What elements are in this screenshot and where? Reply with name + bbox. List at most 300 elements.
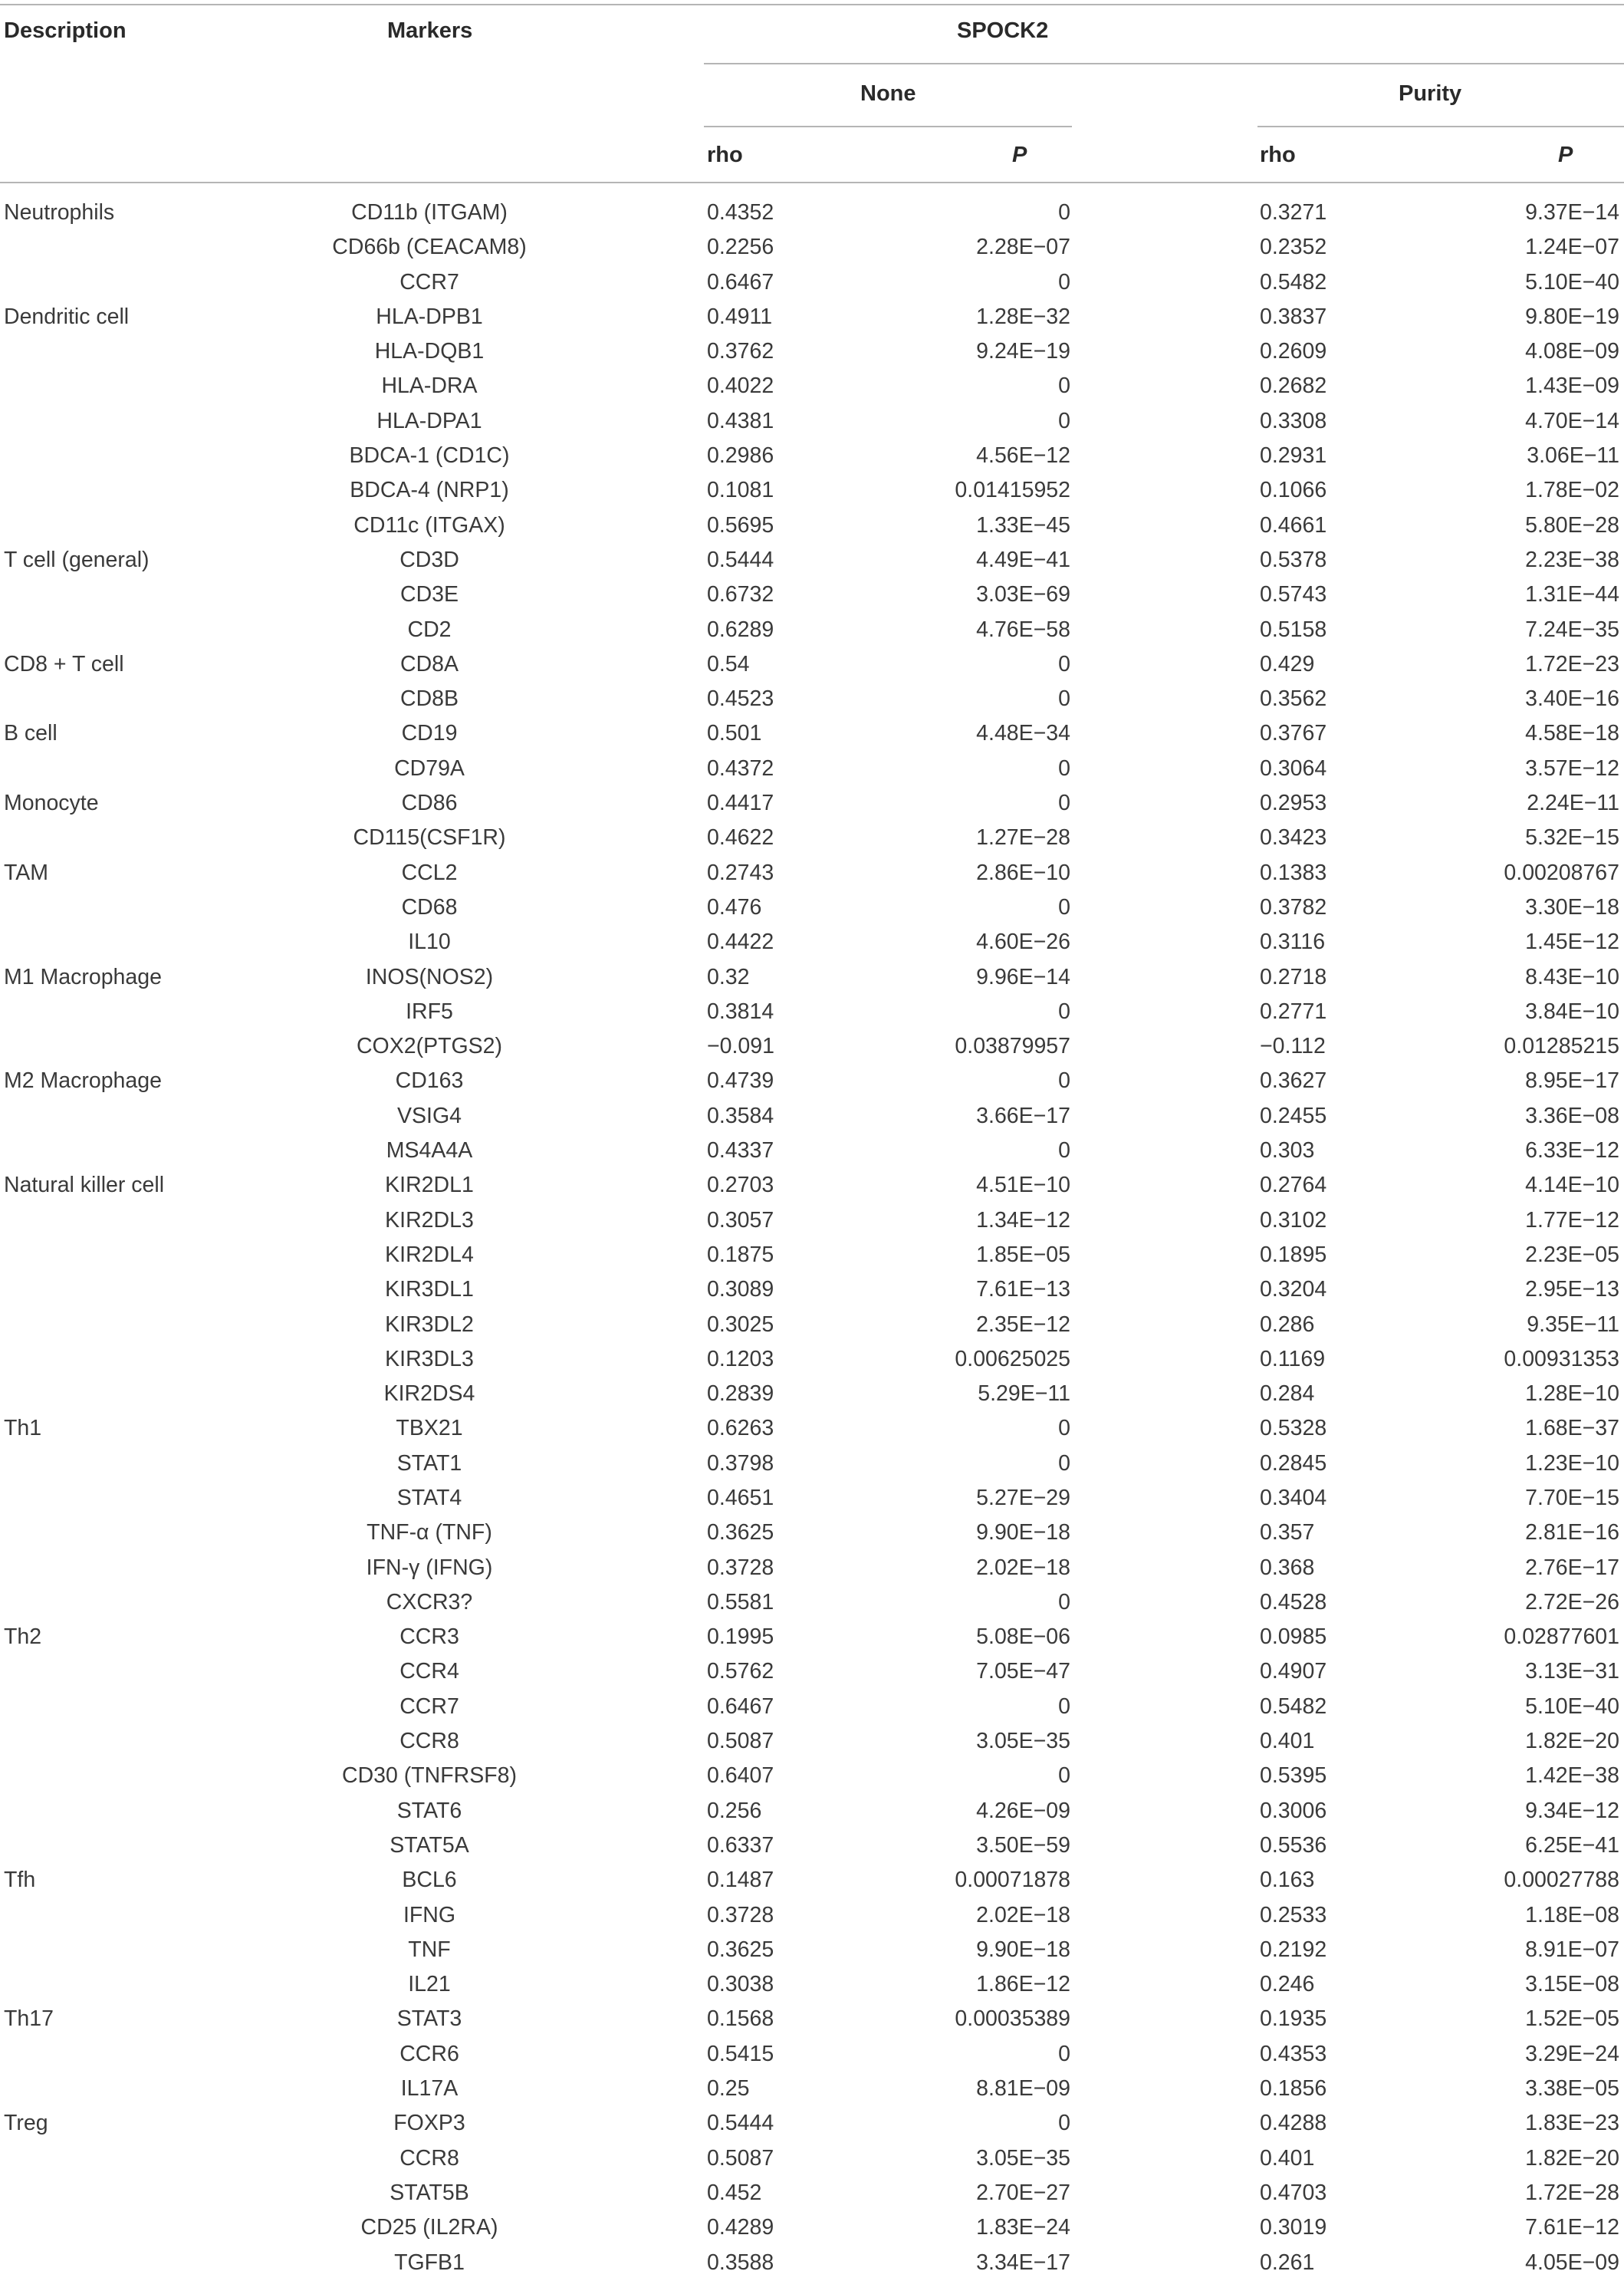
cell-rho-purity: 0.4907 <box>1260 1659 1327 1684</box>
cell-description: T cell (general) <box>4 547 150 572</box>
cell-p-none: 3.05E−35 <box>976 2145 1070 2171</box>
cell-marker-text: KIR2DL3 <box>385 1207 474 1233</box>
cell-rho-none: 0.2256 <box>707 235 774 260</box>
cell-p-purity: 2.24E−11 <box>1527 791 1619 816</box>
cell-p-none: 0 <box>1058 408 1070 433</box>
table-row <box>0 1793 1624 1828</box>
cell-p-purity: 5.80E−28 <box>1525 512 1619 538</box>
cell-marker-text: KIR3DL3 <box>385 1346 474 1371</box>
cell-description: Tfh <box>4 1868 36 1893</box>
cell-marker-text: CCR4 <box>399 1659 459 1684</box>
cell-p-none: 4.76E−58 <box>976 617 1070 642</box>
cell-p-purity: 7.70E−15 <box>1525 1485 1619 1510</box>
cell-p-purity: 2.95E−13 <box>1525 1277 1619 1302</box>
cell-marker-text: IL21 <box>408 1972 451 1997</box>
cell-rho-purity: 0.3271 <box>1260 200 1327 225</box>
cell-p-none: 0.00071878 <box>955 1868 1070 1893</box>
cell-p-purity: 1.18E−08 <box>1525 1902 1619 1927</box>
table-row <box>0 2141 1624 2175</box>
table-row <box>0 438 1624 472</box>
cell-rho-none: 0.3762 <box>707 339 774 364</box>
cell-marker-text: STAT5B <box>390 2180 469 2205</box>
cell-rho-none: 0.1568 <box>707 2006 774 2032</box>
cell-p-purity: 3.13E−31 <box>1525 1659 1619 1684</box>
header-group-none: None <box>860 81 916 106</box>
header-gene: SPOCK2 <box>957 18 1049 43</box>
cell-rho-purity: 0.1856 <box>1260 2076 1327 2102</box>
cell-rho-purity: 0.3767 <box>1260 721 1327 746</box>
table-row <box>0 2071 1624 2105</box>
cell-description: B cell <box>4 721 58 746</box>
table-row <box>0 1480 1624 1515</box>
cell-rho-none: 0.6263 <box>707 1416 774 1441</box>
cell-rho-purity: 0.2533 <box>1260 1902 1327 1927</box>
table-row <box>0 2245 1624 2279</box>
cell-rho-none: 0.452 <box>707 2180 762 2205</box>
cell-description: TAM <box>4 860 49 885</box>
cell-p-none: 4.56E−12 <box>976 443 1070 469</box>
cell-rho-none: 0.2986 <box>707 443 774 469</box>
cell-rho-none: 0.501 <box>707 721 762 746</box>
table-row <box>0 508 1624 542</box>
cell-p-none: 1.28E−32 <box>976 304 1070 329</box>
cell-rho-purity: 0.5482 <box>1260 269 1327 295</box>
cell-p-purity: 1.23E−10 <box>1525 1450 1619 1476</box>
cell-description: CD8 + T cell <box>4 651 124 676</box>
cell-rho-purity: 0.286 <box>1260 1312 1315 1337</box>
cell-p-purity: 2.23E−38 <box>1525 547 1619 572</box>
cell-rho-purity: 0.5158 <box>1260 617 1327 642</box>
cell-p-none: 2.28E−07 <box>976 235 1070 260</box>
table-row <box>0 265 1624 299</box>
cell-marker-text: VSIG4 <box>397 1103 462 1128</box>
top-rule <box>0 4 1624 5</box>
cell-marker-text: KIR2DS4 <box>383 1381 475 1407</box>
cell-rho-none: 0.6467 <box>707 1693 774 1719</box>
cell-p-none: 4.48E−34 <box>976 721 1070 746</box>
cell-p-purity: 6.33E−12 <box>1525 1138 1619 1164</box>
cell-p-purity: 9.34E−12 <box>1525 1798 1619 1823</box>
cell-rho-none: 0.4417 <box>707 791 774 816</box>
cell-rho-purity: 0.2931 <box>1260 443 1327 469</box>
cell-p-purity: 1.82E−20 <box>1525 2145 1619 2171</box>
cell-marker-text: CD86 <box>401 791 458 816</box>
cell-p-none: 1.27E−28 <box>976 825 1070 851</box>
cell-p-purity: 1.24E−07 <box>1525 235 1619 260</box>
cell-rho-none: 0.1487 <box>707 1868 774 1893</box>
cell-rho-none: 0.2743 <box>707 860 774 885</box>
cell-p-none: 7.05E−47 <box>976 1659 1070 1684</box>
cell-p-purity: 3.38E−05 <box>1525 2076 1619 2102</box>
cell-p-none: 0 <box>1058 999 1070 1024</box>
cell-p-purity: 1.52E−05 <box>1525 2006 1619 2032</box>
header-bottom-rule <box>0 182 1624 183</box>
cell-rho-purity: 0.429 <box>1260 651 1315 676</box>
cell-marker-text: TNF <box>408 1937 451 1962</box>
table-row <box>0 1203 1624 1237</box>
cell-rho-none: 0.4289 <box>707 2215 774 2240</box>
cell-rho-none: 0.3025 <box>707 1312 774 1337</box>
table-row <box>0 1237 1624 1272</box>
cell-rho-purity: 0.3837 <box>1260 304 1327 329</box>
cell-p-none: 4.51E−10 <box>976 1173 1070 1198</box>
cell-p-none: 2.70E−27 <box>976 2180 1070 2205</box>
cell-p-none: 0.00035389 <box>955 2006 1070 2032</box>
cell-p-none: 9.24E−19 <box>976 339 1070 364</box>
cell-description: Th17 <box>4 2006 54 2032</box>
cell-rho-none: 0.6407 <box>707 1763 774 1789</box>
cell-marker-text: CD115(CSF1R) <box>353 825 506 851</box>
table-row <box>0 1723 1624 1758</box>
table-row <box>0 1898 1624 1932</box>
cell-description: M1 Macrophage <box>4 964 162 989</box>
cell-rho-none: 0.3588 <box>707 2250 774 2275</box>
cell-rho-purity: 0.3006 <box>1260 1798 1327 1823</box>
cell-marker-text: CCR7 <box>399 1693 459 1719</box>
cell-p-purity: 3.57E−12 <box>1525 755 1619 781</box>
cell-p-purity: 5.10E−40 <box>1525 1693 1619 1719</box>
table-row <box>0 299 1624 334</box>
cell-rho-none: 0.4651 <box>707 1485 774 1510</box>
cell-rho-none: 0.4337 <box>707 1138 774 1164</box>
cell-rho-none: 0.4911 <box>707 304 773 329</box>
table-row <box>0 1932 1624 1967</box>
cell-p-none: 3.50E−59 <box>976 1832 1070 1858</box>
table-row <box>0 1689 1624 1723</box>
cell-rho-none: 0.3089 <box>707 1277 774 1302</box>
cell-rho-none: 0.5762 <box>707 1659 774 1684</box>
cell-p-purity: 9.35E−11 <box>1527 1312 1619 1337</box>
cell-marker-text: STAT3 <box>396 2006 462 2032</box>
cell-marker-text: CCL2 <box>401 860 458 885</box>
cell-marker-text: CD11b (ITGAM) <box>351 200 508 225</box>
cell-rho-purity: 0.2845 <box>1260 1450 1327 1476</box>
table-row <box>0 1167 1624 1202</box>
table-row <box>0 1098 1624 1133</box>
none-underline <box>704 126 1072 127</box>
cell-p-purity: 4.70E−14 <box>1525 408 1619 433</box>
cell-p-purity: 0.00931353 <box>1504 1346 1619 1371</box>
header-markers: Markers <box>387 18 473 43</box>
cell-rho-purity: 0.0985 <box>1260 1624 1327 1650</box>
cell-p-none: 1.85E−05 <box>976 1242 1070 1267</box>
cell-p-none: 1.83E−24 <box>976 2215 1070 2240</box>
table-row <box>0 1341 1624 1376</box>
cell-p-none: 1.33E−45 <box>976 512 1070 538</box>
table-row <box>0 612 1624 647</box>
cell-p-none: 7.61E−13 <box>976 1277 1070 1302</box>
cell-rho-purity: 0.5378 <box>1260 547 1327 572</box>
table-row <box>0 959 1624 994</box>
cell-rho-purity: 0.368 <box>1260 1555 1315 1580</box>
cell-p-none: 4.60E−26 <box>976 930 1070 955</box>
cell-rho-none: 0.32 <box>707 964 750 989</box>
cell-rho-none: 0.5444 <box>707 2111 774 2136</box>
cell-p-none: 0 <box>1058 200 1070 225</box>
cell-p-none: 0 <box>1058 2041 1070 2066</box>
cell-marker-text: HLA-DPB1 <box>376 304 483 329</box>
cell-rho-none: 0.3814 <box>707 999 774 1024</box>
cell-rho-none: 0.3625 <box>707 1937 774 1962</box>
cell-p-purity: 1.78E−02 <box>1525 478 1619 503</box>
cell-p-purity: 1.68E−37 <box>1525 1416 1619 1441</box>
table-row <box>0 1410 1624 1445</box>
purity-underline <box>1257 126 1624 127</box>
cell-rho-purity: 0.2771 <box>1260 999 1327 1024</box>
cell-p-purity: 2.76E−17 <box>1525 1555 1619 1580</box>
cell-marker-text: IL17A <box>400 2076 459 2102</box>
cell-rho-purity: 0.5536 <box>1260 1832 1327 1858</box>
header-p-purity: P <box>1558 143 1573 167</box>
cell-p-purity: 4.08E−09 <box>1525 339 1619 364</box>
cell-marker-text: KIR3DL1 <box>385 1277 474 1302</box>
cell-marker-text: KIR3DL2 <box>385 1312 474 1337</box>
cell-marker-text: HLA-DRA <box>381 374 478 399</box>
cell-p-purity: 2.81E−16 <box>1525 1520 1619 1545</box>
cell-p-purity: 4.05E−09 <box>1525 2250 1619 2275</box>
cell-p-purity: 2.23E−05 <box>1525 1242 1619 1267</box>
cell-marker-text: TBX21 <box>396 1416 463 1441</box>
cell-p-purity: 3.06E−11 <box>1527 443 1619 469</box>
cell-rho-purity: 0.3562 <box>1260 686 1327 712</box>
cell-p-purity: 3.15E−08 <box>1525 1972 1619 1997</box>
cell-rho-purity: 0.3102 <box>1260 1207 1327 1233</box>
cell-p-purity: 8.43E−10 <box>1525 964 1619 989</box>
table-row <box>0 1862 1624 1897</box>
cell-rho-none: 0.2839 <box>707 1381 774 1407</box>
cell-p-purity: 3.29E−24 <box>1525 2041 1619 2066</box>
cell-rho-purity: 0.1895 <box>1260 1242 1327 1267</box>
cell-rho-purity: 0.3627 <box>1260 1068 1327 1094</box>
cell-rho-none: 0.6467 <box>707 269 774 295</box>
table-row <box>0 1063 1624 1098</box>
cell-p-none: 0 <box>1058 1138 1070 1164</box>
cell-description: Natural killer cell <box>4 1173 165 1198</box>
cell-rho-none: 0.1995 <box>707 1624 774 1650</box>
cell-rho-purity: 0.3019 <box>1260 2215 1327 2240</box>
cell-p-none: 0.03879957 <box>955 1034 1070 1059</box>
cell-description: Dendritic cell <box>4 304 130 329</box>
cell-rho-none: 0.5415 <box>707 2041 774 2066</box>
table-row <box>0 1550 1624 1585</box>
cell-rho-purity: 0.3423 <box>1260 825 1327 851</box>
cell-rho-purity: 0.4288 <box>1260 2111 1327 2136</box>
cell-rho-purity: 0.401 <box>1260 1729 1315 1754</box>
cell-rho-none: 0.5444 <box>707 547 774 572</box>
table-body <box>0 195 1624 2279</box>
cell-marker-text: BCL6 <box>402 1868 457 1893</box>
cell-marker-text: HLA-DQB1 <box>374 339 485 364</box>
cell-rho-purity: 0.2953 <box>1260 791 1327 816</box>
cell-p-purity: 3.40E−16 <box>1525 686 1619 712</box>
table-row <box>0 1272 1624 1306</box>
cell-rho-none: 0.3584 <box>707 1103 774 1128</box>
cell-marker-text: TNF-α (TNF) <box>367 1520 492 1545</box>
cell-rho-none: 0.3057 <box>707 1207 774 1233</box>
table-row <box>0 1619 1624 1654</box>
cell-p-none: 9.90E−18 <box>976 1520 1070 1545</box>
cell-description: Treg <box>4 2111 48 2136</box>
cell-rho-purity: 0.284 <box>1260 1381 1315 1407</box>
cell-p-purity: 1.83E−23 <box>1525 2111 1619 2136</box>
table-row <box>0 1446 1624 1480</box>
cell-p-none: 0 <box>1058 1068 1070 1094</box>
table-row <box>0 368 1624 403</box>
cell-rho-purity: 0.5482 <box>1260 1693 1327 1719</box>
cell-rho-purity: 0.303 <box>1260 1138 1315 1164</box>
cell-rho-purity: 0.4528 <box>1260 1589 1327 1614</box>
cell-p-none: 0.01415952 <box>955 478 1070 503</box>
gene-underline <box>704 63 1624 64</box>
cell-p-purity: 4.58E−18 <box>1525 721 1619 746</box>
cell-rho-none: 0.2703 <box>707 1173 774 1198</box>
cell-rho-none: 0.6732 <box>707 582 774 607</box>
cell-rho-purity: 0.2192 <box>1260 1937 1327 1962</box>
cell-rho-purity: 0.2455 <box>1260 1103 1327 1128</box>
cell-rho-purity: 0.246 <box>1260 1972 1315 1997</box>
table-row <box>0 2001 1624 2036</box>
cell-p-purity: 0.00027788 <box>1504 1868 1619 1893</box>
table-row <box>0 647 1624 681</box>
cell-p-purity: 0.00208767 <box>1504 860 1619 885</box>
cell-rho-none: 0.3728 <box>707 1902 774 1927</box>
cell-rho-purity: 0.1383 <box>1260 860 1327 885</box>
cell-p-none: 0 <box>1058 1450 1070 1476</box>
cell-rho-none: 0.4381 <box>707 408 774 433</box>
cell-rho-purity: 0.3308 <box>1260 408 1327 433</box>
cell-p-purity: 1.72E−23 <box>1525 651 1619 676</box>
cell-p-purity: 4.14E−10 <box>1525 1173 1619 1198</box>
table-row <box>0 1307 1624 1341</box>
cell-description: Monocyte <box>4 791 99 816</box>
cell-rho-purity: 0.4353 <box>1260 2041 1327 2066</box>
cell-p-none: 1.86E−12 <box>976 1972 1070 1997</box>
cell-p-none: 0 <box>1058 2111 1070 2136</box>
table-row <box>0 2175 1624 2210</box>
table-row <box>0 820 1624 854</box>
cell-marker-text: STAT5A <box>390 1832 469 1858</box>
cell-p-none: 0.00625025 <box>955 1346 1070 1371</box>
cell-marker-text: BDCA-4 (NRP1) <box>350 478 509 503</box>
cell-marker-text: KIR2DL4 <box>385 1242 474 1267</box>
cell-rho-purity: 0.4703 <box>1260 2180 1327 2205</box>
cell-p-none: 0 <box>1058 1763 1070 1789</box>
cell-p-none: 5.27E−29 <box>976 1485 1070 1510</box>
cell-rho-none: 0.1203 <box>707 1346 774 1371</box>
table-row <box>0 542 1624 577</box>
cell-p-none: 3.03E−69 <box>976 582 1070 607</box>
table-row <box>0 1133 1624 1167</box>
cell-p-purity: 9.37E−14 <box>1525 200 1619 225</box>
cell-rho-purity: 0.3782 <box>1260 894 1327 920</box>
cell-rho-purity: 0.2609 <box>1260 339 1327 364</box>
cell-marker-text: IRF5 <box>406 999 453 1024</box>
cell-marker-text: STAT4 <box>396 1485 462 1510</box>
table-row <box>0 1029 1624 1063</box>
cell-p-purity: 1.43E−09 <box>1525 374 1619 399</box>
cell-rho-purity: 0.3116 <box>1260 930 1326 955</box>
cell-rho-purity: 0.3064 <box>1260 755 1327 781</box>
header-rho-purity: rho <box>1260 143 1296 167</box>
cell-marker-text: CD2 <box>407 617 452 642</box>
cell-rho-purity: 0.3204 <box>1260 1277 1327 1302</box>
table-row <box>0 2105 1624 2140</box>
cell-rho-none: 0.6289 <box>707 617 774 642</box>
cell-p-none: 0 <box>1058 755 1070 781</box>
cell-p-none: 0 <box>1058 894 1070 920</box>
cell-p-none: 5.08E−06 <box>976 1624 1070 1650</box>
table-row <box>0 855 1624 890</box>
cell-p-purity: 1.31E−44 <box>1525 582 1619 607</box>
cell-rho-none: 0.5087 <box>707 1729 774 1754</box>
cell-p-none: 4.49E−41 <box>976 547 1070 572</box>
cell-marker-text: CD68 <box>401 894 458 920</box>
cell-marker-text: CD19 <box>401 721 458 746</box>
cell-rho-none: 0.4422 <box>707 930 774 955</box>
cell-rho-none: 0.4739 <box>707 1068 774 1094</box>
cell-rho-purity: 0.1066 <box>1260 478 1327 503</box>
table-row <box>0 1515 1624 1549</box>
cell-rho-purity: 0.357 <box>1260 1520 1315 1545</box>
cell-rho-purity: 0.401 <box>1260 2145 1315 2171</box>
header-group-purity: Purity <box>1399 81 1462 106</box>
cell-rho-none: 0.476 <box>707 894 762 920</box>
cell-marker-text: IFN-γ (IFNG) <box>366 1555 493 1580</box>
table-row <box>0 2210 1624 2244</box>
cell-marker-text: CD3D <box>399 547 459 572</box>
cell-rho-none: 0.3625 <box>707 1520 774 1545</box>
cell-description: Th1 <box>4 1416 42 1441</box>
cell-p-purity: 9.80E−19 <box>1525 304 1619 329</box>
cell-rho-purity: 0.5328 <box>1260 1416 1327 1441</box>
cell-marker-text: CXCR3? <box>386 1589 473 1614</box>
cell-p-none: 2.02E−18 <box>976 1555 1070 1580</box>
table-row <box>0 403 1624 438</box>
cell-rho-purity: 0.1935 <box>1260 2006 1327 2032</box>
cell-marker-text: TGFB1 <box>394 2250 465 2275</box>
cell-p-purity: 0.01285215 <box>1504 1034 1619 1059</box>
table-row <box>0 1828 1624 1862</box>
cell-p-purity: 1.42E−38 <box>1525 1763 1619 1789</box>
table-row <box>0 785 1624 820</box>
cell-p-purity: 1.77E−12 <box>1525 1207 1619 1233</box>
cell-rho-purity: 0.3404 <box>1260 1485 1327 1510</box>
cell-p-purity: 5.10E−40 <box>1525 269 1619 295</box>
cell-marker-text: CD25 (IL2RA) <box>360 2215 498 2240</box>
cell-rho-none: 0.54 <box>707 651 750 676</box>
cell-rho-none: 0.5695 <box>707 512 774 538</box>
table-row <box>0 924 1624 959</box>
cell-marker-text: HLA-DPA1 <box>376 408 482 433</box>
cell-marker-text: CD66b (CEACAM8) <box>332 235 527 260</box>
cell-p-purity: 7.61E−12 <box>1525 2215 1619 2240</box>
cell-p-none: 8.81E−09 <box>976 2076 1070 2102</box>
cell-p-none: 3.66E−17 <box>976 1103 1070 1128</box>
cell-p-none: 0 <box>1058 651 1070 676</box>
cell-rho-none: 0.1875 <box>707 1242 774 1267</box>
header-description: Description <box>4 18 127 43</box>
cell-p-none: 5.29E−11 <box>978 1381 1070 1407</box>
cell-rho-none: 0.5087 <box>707 2145 774 2171</box>
cell-marker-text: STAT6 <box>396 1798 462 1823</box>
cell-p-purity: 1.28E−10 <box>1525 1381 1619 1407</box>
table-row <box>0 1376 1624 1410</box>
table-row <box>0 2036 1624 2071</box>
cell-p-none: 0 <box>1058 1416 1070 1441</box>
table-row <box>0 890 1624 924</box>
cell-rho-purity: 0.2718 <box>1260 964 1327 989</box>
cell-rho-none: 0.4352 <box>707 200 774 225</box>
